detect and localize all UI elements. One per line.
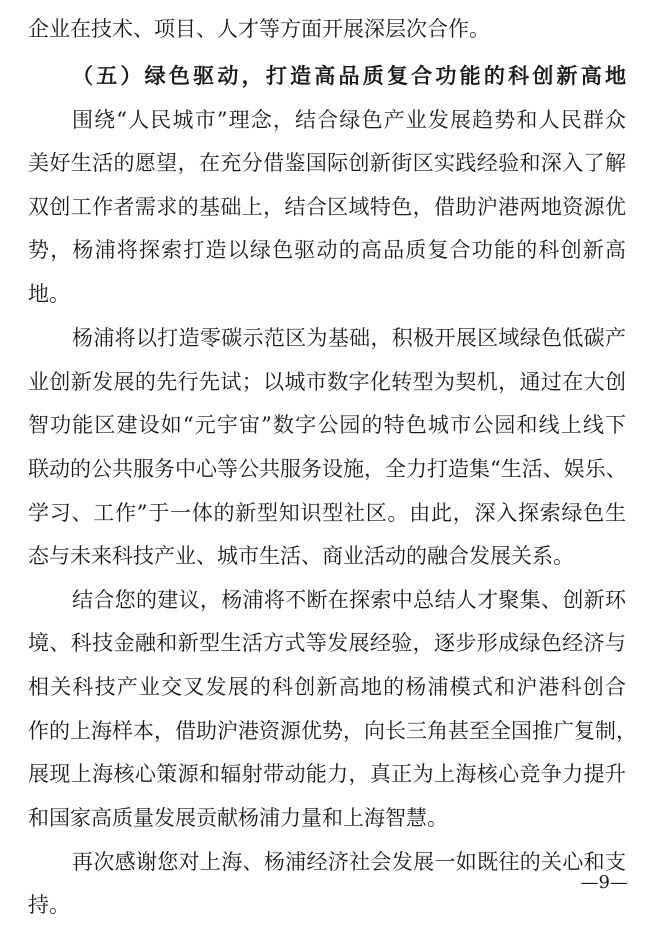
text-line: 学习、工作”于一体的新型知识型社区。由此，深入探索绿色生 — [28, 501, 626, 525]
text-line: 和国家高质量发展贡献杨浦力量和上海智慧。 — [28, 806, 448, 830]
text-line: 联动的公共服务中心等公共服务设施，全力打造集“生活、娱乐、 — [28, 457, 627, 481]
text-line: 美好生活的愿望，在充分借鉴国际创新街区实践经验和深入了解 — [28, 151, 626, 175]
text-line: 双创工作者需求的基础上，结合区域特色，借助沪港两地资源优 — [28, 195, 626, 219]
text-line: 杨浦将以打造零碳示范区为基础，积极开展区域绿色低碳产 — [72, 326, 626, 350]
page-number: —9— — [580, 872, 628, 893]
text-line: 智功能区建设如“元宇宙”数字公园的特色城市公园和线上线下 — [28, 413, 626, 437]
text-line: 态与未来科技产业、城市生活、商业活动的融合发展关系。 — [28, 544, 574, 568]
text-line: 再次感谢您对上海、杨浦经济社会发展一如既往的关心和支 — [72, 850, 626, 874]
text-line: 境、科技金融和新型生活方式等发展经验，逐步形成绿色经济与 — [28, 631, 626, 655]
section-heading: （五）绿色驱动，打造高品质复合功能的科创新高地 — [72, 63, 626, 88]
text-line: 业创新发展的先行先试；以城市数字化转型为契机，通过在大创 — [28, 370, 626, 394]
text-line: 作的上海样本，借助沪港资源优势，向长三角甚至全国推广复制， — [28, 719, 637, 743]
text-line: 相关科技产业交叉发展的科创新高地的杨浦模式和沪港科创合 — [28, 675, 626, 699]
text-line: 持。 — [28, 893, 70, 917]
text-line: 势，杨浦将探索打造以绿色驱动的高品质复合功能的科创新高 — [28, 238, 626, 262]
text-line: 围绕“人民城市”理念，结合绿色产业发展趋势和人民群众 — [72, 108, 626, 132]
text-line: 展现上海核心策源和辐射带动能力，真正为上海核心竞争力提升 — [28, 762, 626, 786]
text-line: 企业在技术、项目、人才等方面开展深层次合作。 — [28, 17, 490, 41]
text-line: 结合您的建议，杨浦将不断在探索中总结人才聚集、创新环 — [72, 588, 626, 612]
text-line: 地。 — [28, 282, 70, 306]
